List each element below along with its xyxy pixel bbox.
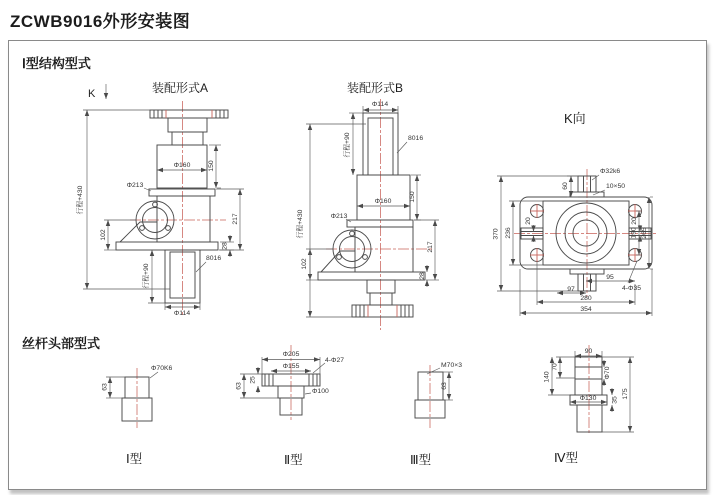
view-a-flange-ring [149, 189, 215, 196]
view-k-dim-shaft-len: 60 [562, 182, 569, 190]
view-a-dim-height: 217 [232, 213, 239, 225]
head-type2-drawing [236, 345, 345, 420]
view-a-drawing [75, 84, 244, 317]
head4-dim-h140: 140 [543, 371, 551, 383]
view-b-dim-height: 217 [427, 241, 434, 253]
view-k-dim-holes-h: 280 [580, 295, 592, 302]
head-type1-label: Ⅰ型 [126, 452, 143, 466]
section-screw-head: 丝杆头部型式 [22, 336, 101, 351]
head1-dim-dia: Φ70K6 [151, 365, 173, 372]
view-k-dim-holes-v: 190 [630, 227, 638, 239]
view-b-base-plate [318, 272, 425, 280]
head4-dim-w: 90 [584, 348, 593, 355]
view-a-dim-stroke-tube: 行程+90 [143, 263, 150, 289]
head-type2-label: Ⅱ型 [284, 453, 303, 467]
view-a-gearbox [157, 196, 210, 242]
head4-dim-flange: Φ130 [579, 395, 597, 402]
view-b-dim-center-h: 102 [301, 258, 308, 270]
head2-dim-h: 63 [235, 382, 243, 390]
view-k-dim-key-left: 20 [525, 217, 532, 225]
view-k-dim-key-right: 20 [631, 217, 638, 225]
view-b-dim-stroke-tube: 行程+90 [344, 132, 351, 158]
view-k-dim-shaft-dia: Φ32k6 [600, 168, 621, 175]
head1-dim-h: 63 [101, 383, 109, 391]
view-a-model-callout: 8016 [206, 255, 222, 262]
head2-dim-boss: Φ100 [312, 388, 329, 395]
view-a-dim-flange-dia: Φ213 [126, 182, 144, 189]
view-k-dim-corner-holes: 4-Φ35 [622, 285, 642, 292]
view-b-title: 装配形式B [347, 81, 404, 95]
view-k-corner-holes [530, 204, 642, 262]
view-a-dim-center-h: 102 [100, 229, 107, 241]
view-b-model-callout: 8016 [408, 135, 424, 142]
head2-dim-flange: Φ205 [282, 351, 300, 358]
head4-dim-bore: Φ70 [604, 366, 611, 380]
head-type4-label: Ⅳ型 [554, 451, 579, 465]
k-direction-label: K [88, 88, 96, 100]
view-b-drawing [295, 99, 439, 330]
view-a-base-plate [116, 242, 218, 250]
view-b-dim-flange-dia: Φ213 [330, 213, 348, 220]
view-a-dim-body-h: 150 [208, 160, 215, 172]
head-type4-drawing [544, 345, 635, 434]
view-b-dim-body-h: 150 [409, 191, 416, 203]
section-structure-type: Ⅰ型结构型式 [22, 56, 91, 71]
head-type1-drawing [102, 365, 173, 428]
head2-dim-thk: 25 [249, 376, 257, 384]
view-k-dim-overall: 370 [492, 228, 500, 240]
head4-dim-h175: 175 [622, 388, 629, 400]
view-k-dim-97: 97 [567, 286, 575, 293]
view-a-dim-body-dia: Φ160 [173, 162, 191, 169]
view-b-flange-ring [347, 220, 413, 227]
head4-top [575, 357, 602, 395]
head3-dim-h: 63 [441, 382, 448, 390]
head-type3-drawing [415, 362, 462, 428]
head2-dim-holes: 4-Φ27 [325, 357, 345, 364]
view-b-dim-tube-dia: Φ114 [371, 101, 389, 108]
head4-shaft [577, 405, 602, 432]
view-k-dim-keyway: 10×50 [606, 183, 626, 190]
view-a-dim-base-t: 28 [221, 242, 229, 250]
head3-dim-thread: M70×3 [441, 362, 462, 369]
view-k-drawing [493, 168, 659, 316]
view-b-dim-base-t: 28 [419, 272, 426, 280]
head-type3-label: Ⅲ型 [410, 453, 432, 467]
view-b-bottom-flange [352, 305, 413, 317]
view-k-dim-plate-h: 265 [641, 227, 648, 239]
view-b-dim-stroke-total: 行程+430 [297, 209, 304, 239]
head3-top [418, 372, 443, 400]
head4-dim-h70: 70 [551, 363, 559, 371]
head4-dim-thk: 35 [611, 396, 619, 404]
view-k-dim-body-h: 236 [505, 227, 512, 239]
view-k-dim-plate-w: 354 [580, 306, 592, 313]
view-b-dim-body-dia: Φ160 [374, 198, 392, 205]
view-k-dim-95: 95 [606, 274, 614, 281]
page-title: ZCWB9016外形安装图 [10, 12, 191, 31]
head2-dim-bolt-circle: Φ155 [282, 363, 300, 370]
view-k-title: K向 [564, 111, 586, 126]
view-a-title: 装配形式A [152, 81, 209, 95]
view-a-dim-tube-dia: Φ114 [173, 310, 191, 317]
view-a-dim-stroke-total: 行程+430 [77, 185, 84, 215]
